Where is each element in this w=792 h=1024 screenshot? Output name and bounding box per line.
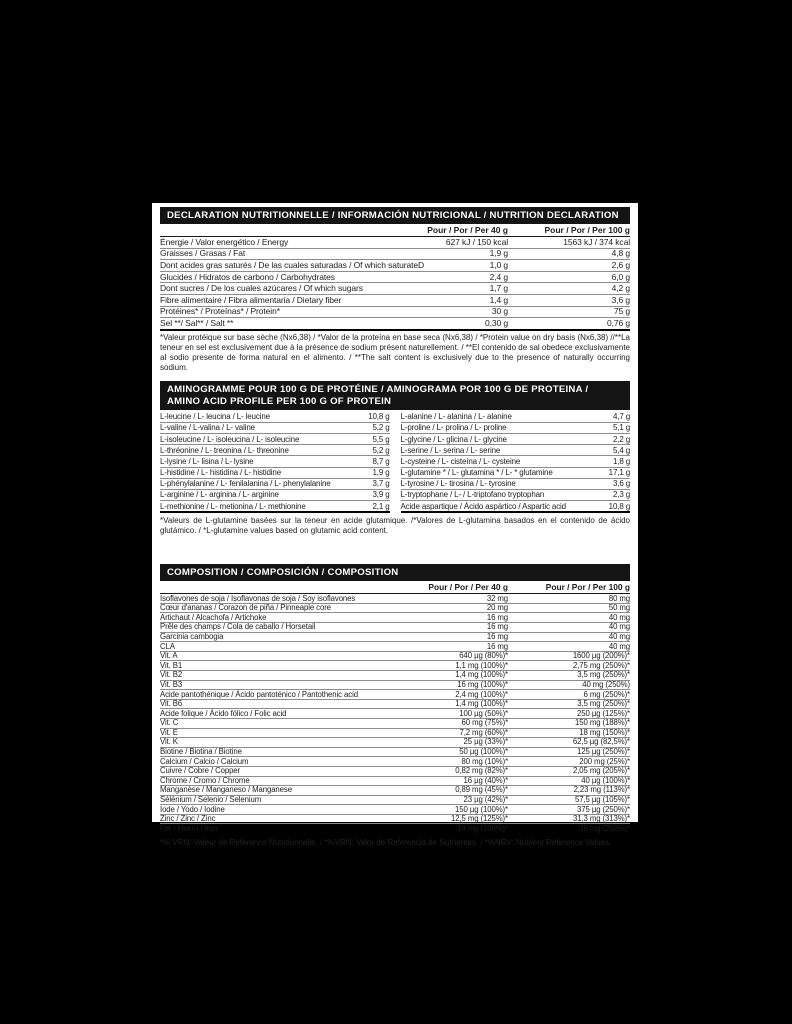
table-row [160, 632, 630, 642]
row-value: 3,7 g [354, 478, 390, 489]
column-header-spacer [160, 226, 390, 237]
table-row [401, 456, 631, 467]
table-row [160, 478, 390, 489]
row-value: 2,23 mg (113%)* [508, 786, 630, 796]
row-value: 3,5 mg (250%)* [508, 670, 630, 680]
table-row [401, 501, 631, 513]
row-label: Vit. B6 [160, 699, 390, 709]
row-label: L-tryptophane / L- / L-triptofano tryptophan [401, 489, 595, 500]
row-label: L-methionine / L- metionina / L- methionine [160, 501, 354, 513]
amino-right-rows [401, 412, 631, 513]
row-label: Vit. B2 [160, 670, 390, 680]
row-value: 80 mg [508, 594, 630, 604]
row-value: 40 mg [508, 632, 630, 642]
table-row [401, 489, 631, 500]
row-value: 150 µg (100%)* [390, 805, 508, 815]
row-label: Dont sucres / De los cuales azúcares / Of which sugars [160, 283, 390, 295]
row-label: L-glycine / L- glicina / L- glycine [401, 434, 595, 445]
table-row [401, 412, 631, 423]
row-value: 50 mg [508, 603, 630, 613]
row-value: 1,7 g [390, 283, 508, 295]
row-label: Vit. K [160, 738, 390, 748]
row-label: L-cysteine / L- cisteína / L- cysteine [401, 456, 595, 467]
row-value: 16 mg [390, 632, 508, 642]
row-label: Manganèse / Manganeso / Manganese [160, 786, 390, 796]
table-row [160, 680, 630, 690]
nutrition-declaration-rows [160, 237, 630, 330]
row-value: 20 mg [390, 603, 508, 613]
table-row [160, 757, 630, 767]
row-value: 0,30 g [390, 318, 508, 330]
row-value: 50 µg (100%)* [390, 747, 508, 757]
row-value: 2,4 mg (100%)* [390, 690, 508, 700]
row-value: 75 g [508, 306, 630, 318]
table-row [401, 467, 631, 478]
row-value: 3,9 g [354, 489, 390, 500]
table-row [160, 271, 630, 283]
footnote-nrv: *% VRN: Valeur de Reference Nutritionnelle. / *%VRN: Valor de Referencia de Nutrientes. / *%NRV: Nutrient Reference Values. [160, 837, 612, 847]
row-label: L-valine / L-valina / L- valine [160, 422, 354, 433]
row-label: Dont acides gras saturés / De las cuales saturadas / Of which saturateD [160, 259, 425, 270]
row-value: 10,8 g [354, 412, 390, 423]
row-label: L-arginine / L- arginina / L- arginine [160, 489, 354, 500]
row-value: 2,2 g [594, 434, 630, 445]
table-row [401, 434, 631, 445]
row-value: 30 g [390, 306, 508, 318]
row-value: 1,9 g [354, 467, 390, 478]
row-label: Graisses / Grasas / Fat [160, 248, 390, 260]
row-label: L-proline / L- prolina / L- proline [401, 422, 595, 433]
row-value: 40 mg [508, 623, 630, 633]
row-label: L-alanine / L- alanina / L- alanine [401, 412, 595, 423]
row-value: 8,7 g [354, 456, 390, 467]
row-label: Glucides / Hidratos de carbono / Carbohydrates [160, 271, 390, 283]
table-row [160, 603, 630, 613]
row-label: Vit. B1 [160, 661, 390, 671]
row-value: 7,2 mg (60%)* [390, 728, 508, 738]
table-row [160, 501, 390, 513]
row-label: L-serine / L- serina / L- serine [401, 445, 595, 456]
row-value: 375 µg (250%)* [508, 805, 630, 815]
row-value: 4,2 g [508, 283, 630, 295]
row-value: 1,1 mg (100%)* [390, 661, 508, 671]
table-row [160, 728, 630, 738]
table-row [160, 766, 630, 776]
row-label: Acide folique / Ácido fólico / Folic acid [160, 709, 390, 719]
row-value: 16 mg [390, 613, 508, 623]
row-value: 1,9 g [390, 248, 508, 260]
table-row [401, 422, 631, 433]
table-row [160, 709, 630, 719]
row-value: 1600 µg (200%)* [508, 651, 630, 661]
row-value: 1563 kJ / 374 kcal [508, 237, 630, 249]
row-label: Sel **/ Sal** / Salt ** [160, 318, 390, 330]
table-row [160, 422, 390, 433]
composition-table [160, 583, 630, 835]
table-row [160, 642, 630, 652]
row-value: 1,0 g [390, 260, 508, 272]
row-label: Isoflavones de soja / Isoflavonas de soja / Soy isoflavones [160, 594, 390, 604]
row-value: 16 mg [390, 642, 508, 652]
row-value: 40 µg (100%)* [508, 776, 630, 786]
table-row [160, 467, 390, 478]
row-value: 14 mg (100%)* [390, 824, 508, 834]
row-value: 1,4 g [390, 295, 508, 307]
column-header-row [160, 226, 630, 237]
table-row [160, 594, 630, 604]
row-value: 16 µg (40%)* [390, 776, 508, 786]
row-label: L-tyrosine / L- tirosina / L- tyrosine [401, 478, 595, 489]
table-row [160, 456, 390, 467]
footnote-glutamine: *Valeurs de L-glutamine basées sur la teneur en acide glutamique. /*Valores de L-glutamina basados en el contenido de ácido glutámico. / *L-glutamine values based on glutamic acid content. [160, 515, 630, 535]
row-value: 6,0 g [508, 271, 630, 283]
footnote-protein-salt: *Valeur protéique sur base sèche (Nx6,38) / *Valor de la proteína en base seca (Nx6,38) / *Protein value on dry basis (Nx6,38) //**La teneur en sel est exclusivement due à la présence de sodium présent naturellement. / **El contenido de sal obedece exclusivamente al sodio presente de forma natural en el alimento. / **The salt content is exclusively due to the presence of naturally occurring sodium. [160, 333, 630, 372]
table-row [160, 306, 630, 318]
row-value: 60 mg (75%)* [390, 718, 508, 728]
table-row [160, 318, 630, 330]
table-row [160, 412, 390, 423]
table-row [160, 690, 630, 700]
row-value: 6 mg (250%)* [508, 690, 630, 700]
row-value: 100 µg (50%)* [390, 709, 508, 719]
row-label: Garcinia cambogia [160, 632, 390, 642]
row-value: 25 µg (33%)* [390, 738, 508, 748]
row-label: Cuivre / Cobre / Copper [160, 766, 390, 776]
row-value: 31,3 mg (313%)* [508, 814, 630, 824]
row-value: 40 mg [508, 613, 630, 623]
table-row [160, 718, 630, 728]
row-label: Vit. E [160, 728, 390, 738]
column-header-per-100g: Pour / Por / Per 100 g [508, 226, 630, 237]
row-label: L-thréonine / L- treonina / L- threonine [160, 445, 354, 456]
amino-left-table [160, 412, 390, 514]
row-value: 200 mg (25%)* [508, 757, 630, 767]
table-row [160, 651, 630, 661]
row-label: L-lysine / L- lisina / L- lysine [160, 456, 354, 467]
column-header-per-40g: Pour / Por / Per 40 g [390, 226, 508, 237]
row-label: L-histidine / L- histidina / L- histidine [160, 467, 354, 478]
row-label: Fibre alimentaire / Fibra alimentaria / Dietary fiber [160, 295, 390, 307]
row-value: 0,82 mg (82%)* [390, 766, 508, 776]
row-value: 17,1 g [594, 467, 630, 478]
row-label: CLA [160, 642, 390, 652]
table-row [160, 237, 630, 249]
column-header-spacer [160, 583, 390, 594]
row-label: Acide pantothénique / Ácido pantoténico / Pantothenic acid [160, 690, 390, 700]
row-value: 2,4 g [390, 271, 508, 283]
table-row [160, 699, 630, 709]
row-label: Artichaut / Alcachofa / Artichoke [160, 613, 390, 623]
row-value: 23 µg (42%)* [390, 795, 508, 805]
row-value: 57,5 µg (105%)* [508, 795, 630, 805]
row-value: 250 µg (125%)* [508, 709, 630, 719]
table-row [160, 445, 390, 456]
row-value: 0,89 mg (45%)* [390, 786, 508, 796]
row-value: 125 µg (250%)* [508, 747, 630, 757]
row-label: Vit. B3 [160, 680, 390, 690]
row-label: Protéines* / Proteínas* / Protein* [160, 306, 390, 318]
row-value: 1,4 mg (100%)* [390, 670, 508, 680]
row-value: 2,05 mg (205%)* [508, 766, 630, 776]
row-label: L-glutamine * / L- glutamina * / L- * glutamine [401, 467, 595, 478]
row-value: 12,5 mg (125%)* [390, 814, 508, 824]
row-value: 32 mg [390, 594, 508, 604]
table-row [160, 295, 630, 307]
row-value: 2,6 g [508, 260, 630, 272]
row-value: 16 mg (100%)* [390, 680, 508, 690]
table-row [401, 445, 631, 456]
composition-rows [160, 594, 630, 834]
row-label: Chrome / Cromo / Chrome [160, 776, 390, 786]
row-value: 5,5 g [354, 434, 390, 445]
table-row [160, 795, 630, 805]
row-value: 0,76 g [508, 318, 630, 330]
row-value: 640 µg (80%)* [390, 651, 508, 661]
row-label: Sélénium / Selenio / Selenium [160, 795, 390, 805]
row-value: 40 mg (250%) [508, 680, 630, 690]
row-value: 3,6 g [594, 478, 630, 489]
row-label: Vit. A [160, 651, 390, 661]
row-label: L-isoleucine / L- isoleucina / L- isoleucine [160, 434, 354, 445]
row-value: 2,1 g [354, 501, 390, 513]
row-value: 5,2 g [354, 445, 390, 456]
column-header-row [160, 583, 630, 594]
table-row [160, 738, 630, 748]
amino-acid-columns [160, 412, 630, 514]
row-value: 2,3 g [594, 489, 630, 500]
row-value: 627 kJ / 150 kcal [390, 237, 508, 249]
table-row [160, 260, 630, 272]
table-row [160, 623, 630, 633]
table-row [160, 670, 630, 680]
row-label: Fer / Hierro / Iron [160, 824, 390, 834]
column-header-per-40g: Pour / Por / Per 40 g [390, 583, 508, 594]
section-title-composition: COMPOSITION / COMPOSICIÓN / COMPOSITION [160, 564, 630, 581]
table-row [160, 805, 630, 815]
table-row [160, 786, 630, 796]
row-label: Calcium / Calcio / Calcium [160, 757, 390, 767]
row-label: Énergie / Valor energético / Energy [160, 237, 390, 249]
row-value: 80 mg (10%)* [390, 757, 508, 767]
row-value: 5,4 g [594, 445, 630, 456]
row-label: Biotine / Biotina / Biotine [160, 747, 390, 757]
table-row [401, 478, 631, 489]
row-label: Iode / Yodo / Iodine [160, 805, 390, 815]
row-value: 1,8 g [594, 456, 630, 467]
table-row [160, 434, 390, 445]
row-value: 150 mg (188%)* [508, 718, 630, 728]
amino-right-table [401, 412, 631, 514]
row-value: 35 mg (250%)* [508, 824, 630, 834]
row-value: 1,4 mg (100%)* [390, 699, 508, 709]
row-label: Zinc / Zinc / Zinc [160, 814, 390, 824]
nutrition-label-panel [152, 203, 638, 847]
row-value: 3,5 mg (250%)* [508, 699, 630, 709]
row-label: Prêle des champs / Cola de caballo / Horsetail [160, 623, 390, 633]
table-row [160, 814, 630, 824]
table-row [160, 824, 630, 834]
row-value: 40 mg [508, 642, 630, 652]
table-row [160, 283, 630, 295]
row-value: 5,2 g [354, 422, 390, 433]
nutrition-declaration-table [160, 226, 630, 331]
table-row [160, 613, 630, 623]
section-title-nutrition-declaration: DECLARATION NUTRITIONNELLE / INFORMACIÓN NUTRICIONAL / NUTRITION DECLARATION [160, 207, 630, 224]
row-label: Vit. C [160, 718, 390, 728]
row-value: 2,75 mg (250%)* [508, 661, 630, 671]
row-value: 4,8 g [508, 248, 630, 260]
table-row [160, 489, 390, 500]
row-value: 16 mg [390, 623, 508, 633]
row-label: Cœur d'ananas / Corazon de piña / Pinneaple core [160, 603, 390, 613]
row-value: 62,5 µg (82,5%)* [508, 738, 630, 748]
row-value: 4,7 g [594, 412, 630, 423]
row-label: L-phénylalanine / L- fenilalanina / L- phenylalanine [160, 478, 354, 489]
section-title-aminogram: AMINOGRAMME POUR 100 G DE PROTÉINE / AMINOGRAMA POR 100 G DE PROTEINA / AMINO ACID PROFILE PER 100 G OF PROTEIN [160, 381, 630, 409]
table-row [160, 747, 630, 757]
column-header-per-100g: Pour / Por / Per 100 g [508, 583, 630, 594]
table-row [160, 248, 630, 260]
row-value: 10,8 g [594, 501, 630, 513]
row-value: 3,6 g [508, 295, 630, 307]
amino-left-rows [160, 412, 390, 513]
row-value: 5,1 g [594, 422, 630, 433]
table-row [160, 776, 630, 786]
row-value: 18 mg (150%)* [508, 728, 630, 738]
row-label: L-leucine / L- leucina / L- leucine [160, 412, 354, 423]
row-label: Acide aspartique / Ácido aspártico / Aspartic acid [401, 501, 595, 513]
table-row [160, 661, 630, 671]
